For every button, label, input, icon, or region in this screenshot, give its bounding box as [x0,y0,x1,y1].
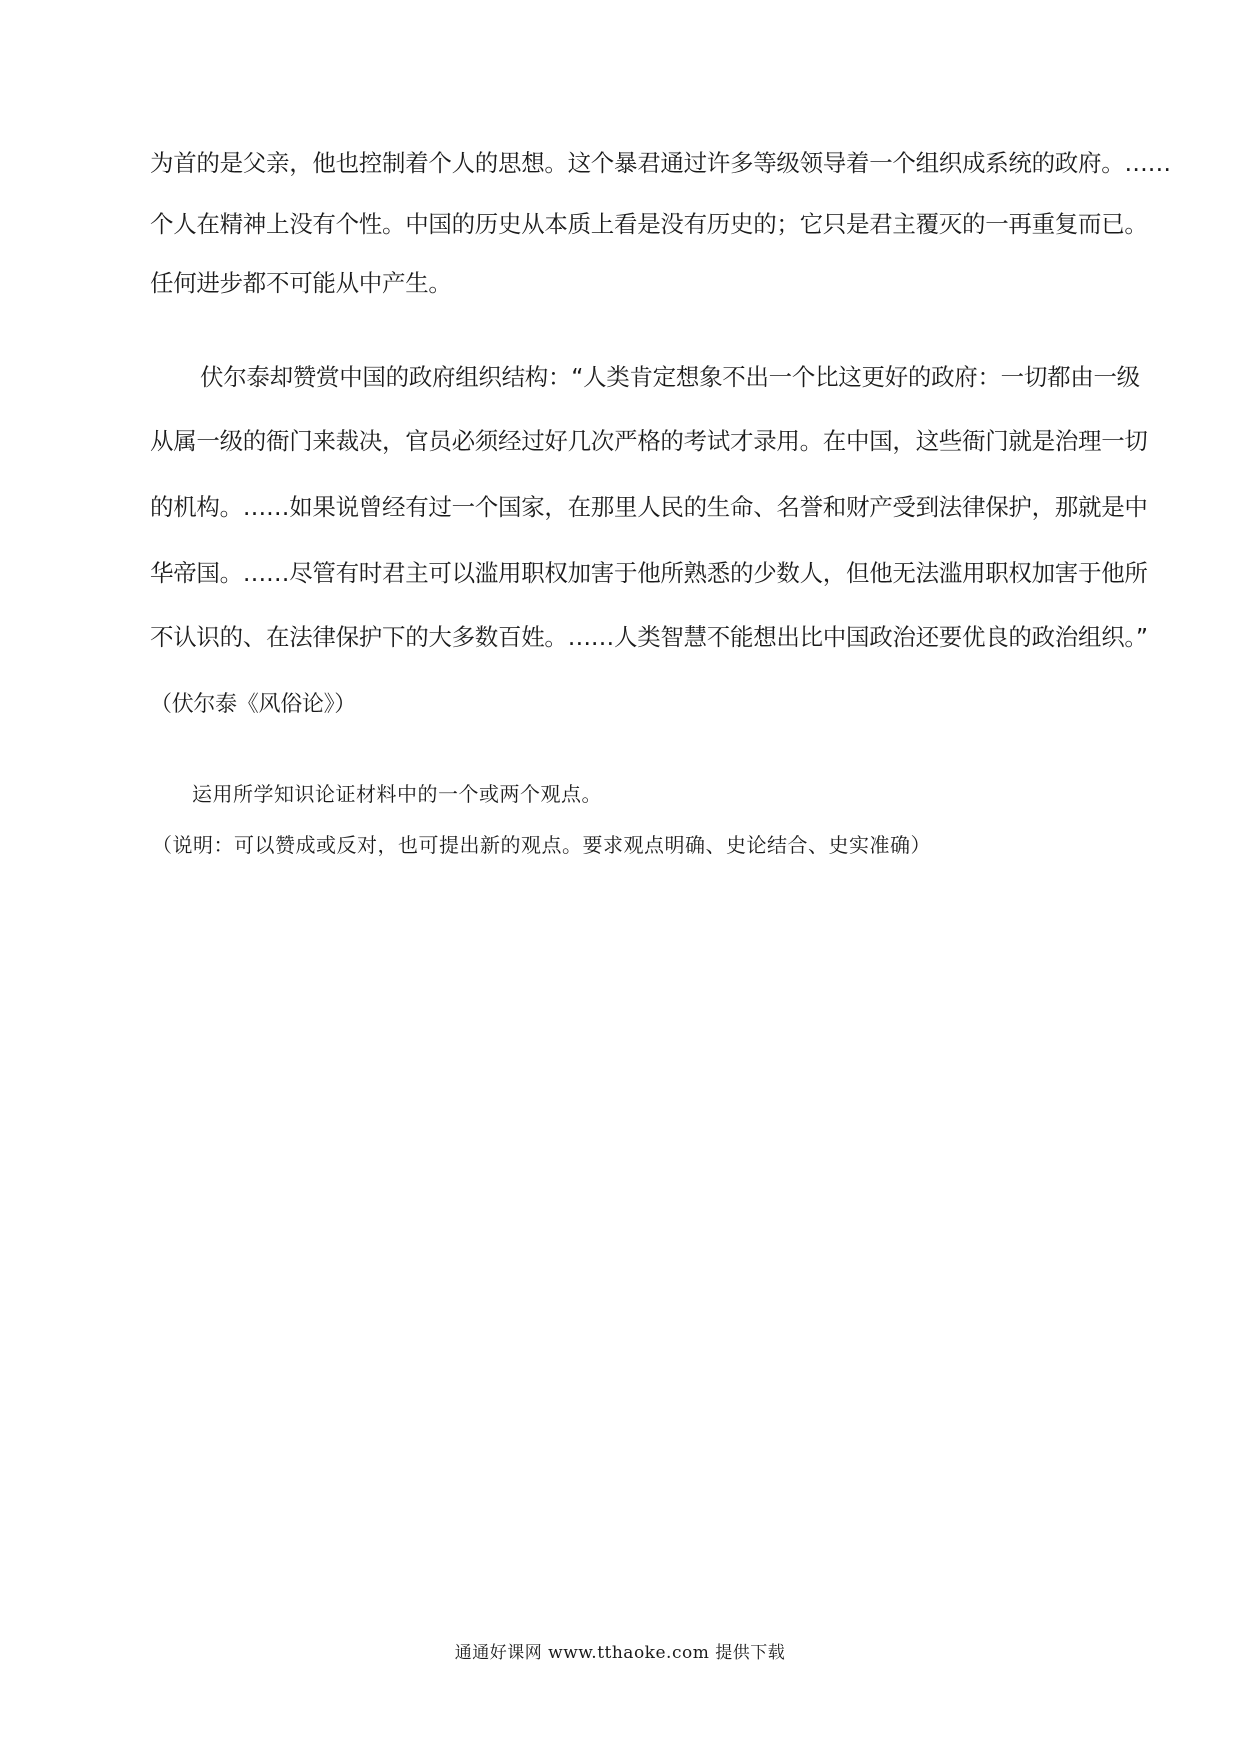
footer-credit: 通通好课网 www.tthaoke.com 提供下载 [454,1643,786,1663]
passage-line-1: 为首的是父亲，他也控制着个人的思想。这个暴君通过许多等级领导着一个组织成系统的政府。…… [150,149,1171,177]
passage-line-2: 个人在精神上没有个性。中国的历史从本质上看是没有历史的；它只是君主覆灭的一再重复而已。 [150,210,1148,238]
passage-line-3: 任何进步都不可能从中产生。 [150,269,452,297]
source-citation: （伏尔泰《风俗论》） [150,692,357,717]
passage-line-7: 华帝国。……尽管有时君主可以滥用职权加害于他所熟悉的少数人，但他无法滥用职权加害于他所 [150,559,1148,587]
question-note: （说明：可以赞成或反对，也可提出新的观点。要求观点明确、史论结合、史实准确） [152,833,931,857]
passage-line-8: 不认识的、在法律保护下的大多数百姓。……人类智慧不能想出比中国政治还要优良的政治组织。” [150,623,1148,651]
passage-line-6: 的机构。……如果说曾经有过一个国家，在那里人民的生命、名誉和财产受到法律保护，那就是中 [150,493,1148,521]
passage-line-5: 从属一级的衙门来裁决，官员必须经过好几次严格的考试才录用。在中国，这些衙门就是治理一切 [150,427,1148,455]
passage-line-4: 伏尔泰却赞赏中国的政府组织结构：“人类肯定想象不出一个比这更好的政府：一切都由一级 [200,363,1140,391]
question-prompt: 运用所学知识论证材料中的一个或两个观点。 [192,782,602,806]
